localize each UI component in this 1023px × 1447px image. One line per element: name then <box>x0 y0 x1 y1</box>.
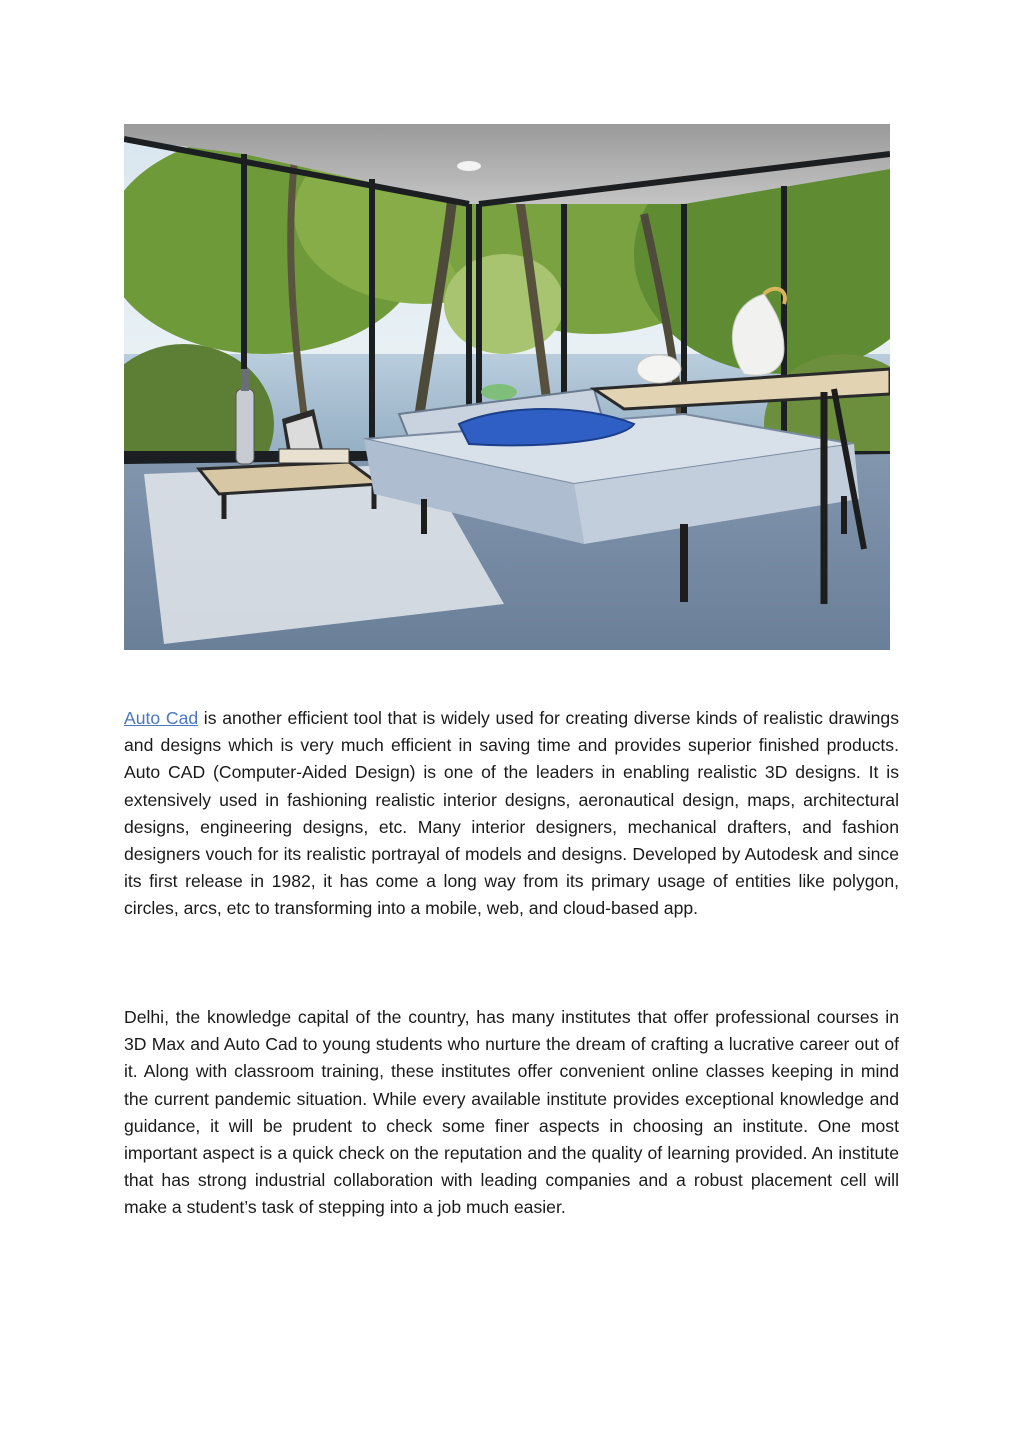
interior-render-illustration <box>124 124 890 650</box>
paragraph-autocad <box>124 705 899 923</box>
paragraph-delhi-institutes: Delhi, the knowledge capital of the country, has many institutes that offer professional courses in 3D Max and Auto Cad to young students who nurture the dream of crafting a lucrative career out of it. Along with classroom training, these institutes offer convenient online classes keeping in mind the current pandemic situation. While every available institute provides exceptional knowledge and guidance, it will be prudent to check some finer aspects in choosing an institute. One most important aspect is a quick check on the reputation and the quality of learning provided. An institute that has strong industrial collaboration with leading companies and a robust placement cell will make a student’s task of stepping into a job much easier. <box>124 1007 899 1218</box>
auto-cad-link[interactable]: Auto Cad <box>124 708 199 728</box>
paragraph-autocad-text: is another efficient tool that is widely used for creating diverse kinds of realistic drawings and designs which is very much efficient in saving time and provides superior finished products. Auto CAD (Computer-Aided Design) is one of the leaders in enabling realistic 3D designs. It is extensively used in fashioning realistic interior designs, aeronautical design, maps, architectural designs, engineering designs, etc. Many interior designers, mechanical drafters, and fashion designers vouch for its realistic portrayal of models and designs. Developed by Autodesk and since its first release in 1982, it has come a long way from its primary usage of entities like polygon, circles, arcs, etc to transforming into a mobile, web, and cloud-based app. <box>124 708 899 919</box>
interior-render-image <box>124 124 890 650</box>
